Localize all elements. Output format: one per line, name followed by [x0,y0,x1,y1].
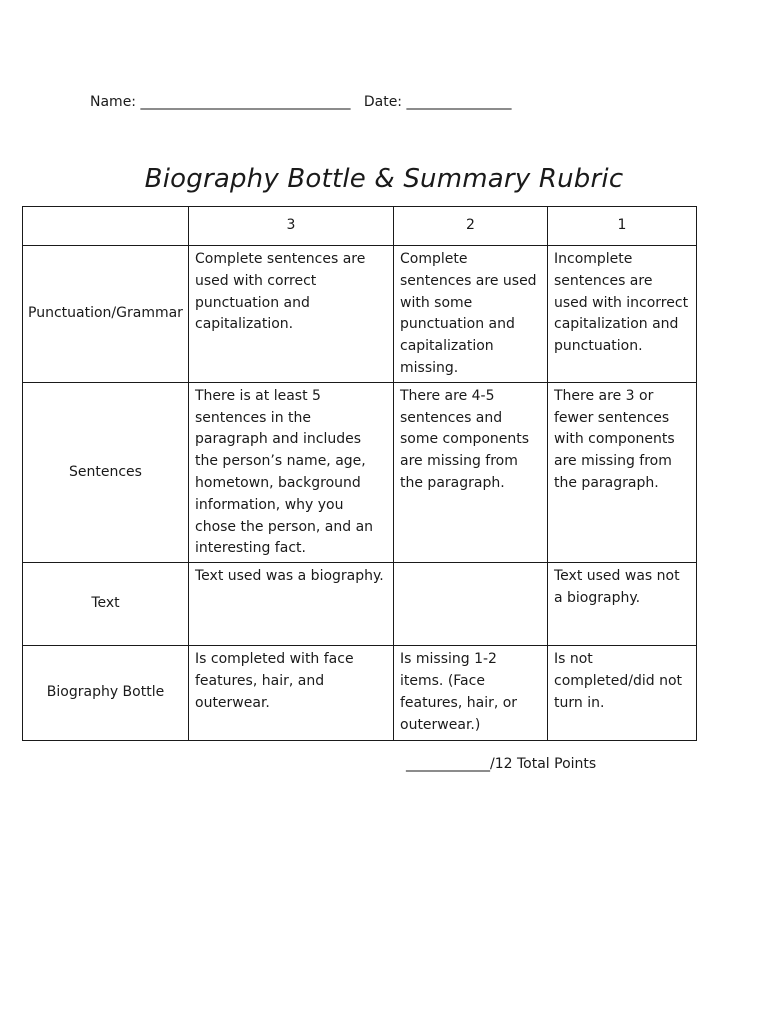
score-header-row [23,207,697,246]
date-field-label: Date: _______________ [363,94,512,110]
descriptor-cell: Is missing 1-2 items. (Face features, hair, or outerwear.) [394,646,548,741]
total-points-line: ____________/12 Total Points [406,756,597,772]
page-title: Biography Bottle & Summary Rubric [144,164,624,194]
descriptor-cell: Is completed with face features, hair, and outerwear. [189,646,394,741]
descriptor-cell: Is not completed/did not turn in. [548,646,697,741]
table-row [23,563,697,646]
descriptor-cell: Complete sentences are used with correct punctuation and capitalization. [189,246,394,383]
header-cell-score-1: 1 [548,207,697,246]
descriptor-cell: There are 3 or fewer sentences with components are missing from the paragraph. [548,382,697,562]
table-row [23,646,697,741]
criterion-cell: Sentences [23,382,189,562]
descriptor-cell: Text used was not a biography. [548,563,697,646]
header-cell-score-2: 2 [394,207,548,246]
criterion-cell: Text [23,563,189,646]
criterion-cell: Biography Bottle [23,646,189,741]
table-row [23,382,697,562]
header-cell-score-3: 3 [189,207,394,246]
descriptor-cell: Text used was a biography. [189,563,394,646]
rubric-table [22,206,697,741]
descriptor-cell: Complete sentences are used with some punctuation and capitalization missing. [394,246,548,383]
descriptor-cell: Incomplete sentences are used with incorrect capitalization and punctuation. [548,246,697,383]
descriptor-cell [394,563,548,646]
header-cell-criterion [23,207,189,246]
name-field-label: Name: ______________________________ [90,94,351,110]
criterion-cell: Punctuation/Grammar [23,246,189,383]
descriptor-cell: There is at least 5 sentences in the paragraph and includes the person’s name, age, hometown, background information, why you chose the person, and an interesting fact. [189,382,394,562]
name-date-line [90,94,511,110]
descriptor-cell: There are 4-5 sentences and some components are missing from the paragraph. [394,382,548,562]
table-row [23,246,697,383]
